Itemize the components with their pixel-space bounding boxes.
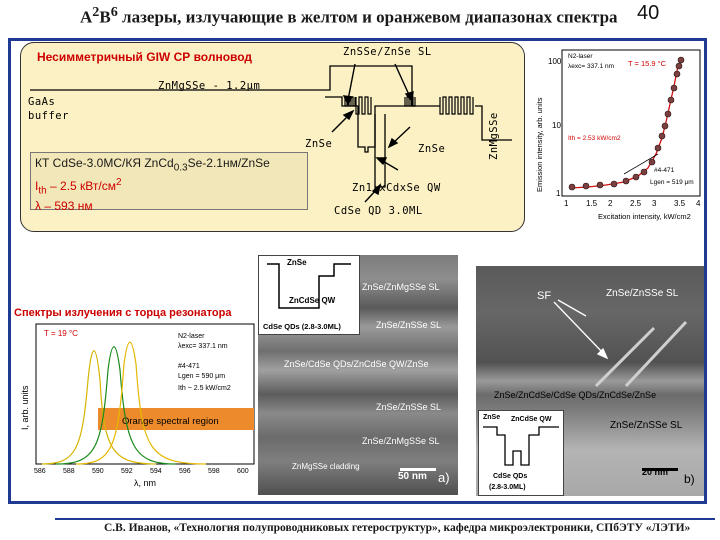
spectra-sample: #4-471: [178, 363, 200, 370]
threshold-y-ticks: [548, 57, 562, 198]
tem-a-panel-label: a): [438, 470, 450, 485]
threshold-sample: #4-471: [654, 167, 675, 174]
threshold-point: [649, 159, 655, 165]
tem-b-layer-mid: ZnSe/ZnCdSe/CdSe QDs/ZnCdSe/ZnSe: [494, 390, 657, 400]
threshold-point: [611, 181, 617, 187]
spectra-legend-laser: N2-laser: [178, 333, 205, 340]
slide-number: 40: [637, 2, 660, 24]
threshold-xtick: 3.5: [674, 199, 686, 208]
laser-parameters: [30, 152, 308, 213]
threshold-point: [659, 133, 665, 139]
threshold-chart: [528, 44, 704, 230]
tem-a-layer-3: ZnSe/CdSe QDs/ZnCdSe QW/ZnSe: [284, 359, 429, 369]
tem-a-inset: [258, 255, 360, 335]
threshold-point: [583, 183, 589, 189]
waveguide-heading: Несимметричный GIW СР волновод: [37, 50, 253, 64]
tem-a-layer-6: ZnMgSSe cladding: [292, 462, 360, 471]
spectra-ylabel: I, arb. units: [20, 385, 30, 430]
tem-a-inset-diagram: [259, 256, 359, 316]
threshold-x-ticks: [564, 199, 701, 208]
param-structure: КТ CdSe-3.0МС/КЯ ZnCd$_{0.3}$Se-2.1нм/ZnSe: [35, 156, 270, 174]
superlattice-far-right: [440, 97, 473, 114]
threshold-point: [597, 182, 603, 188]
threshold-legend-lambda: λexc= 337.1 nm: [568, 63, 615, 70]
znse-left-label: ZnSe: [305, 138, 333, 150]
tem-b-inset: [478, 410, 564, 496]
tem-b-inset-znse: ZnSe: [483, 414, 501, 421]
tem-b-scale: 20 nm: [642, 467, 669, 477]
threshold-point: [569, 184, 575, 190]
threshold-point: [668, 97, 674, 103]
tem-b-layer-bottom: ZnSe/ZnSSe SL: [610, 420, 683, 431]
threshold-xtick: 1: [564, 199, 569, 208]
threshold-xlabel: Excitation intensity, kW/cm2: [598, 212, 691, 221]
tem-b-inset-ml: (2.8-3.0ML): [489, 484, 526, 491]
spectra-ith: Ith ~ 2.5 kW/cm2: [178, 385, 231, 392]
threshold-point: [655, 145, 661, 151]
threshold-xtick: 2: [608, 199, 613, 208]
znmgsse-left-label: ZnMgSSe - 1.2μm: [158, 80, 261, 92]
tem-a-inset-qd: CdSe QDs (2.8-3.0ML): [263, 322, 341, 331]
threshold-point: [665, 111, 671, 117]
threshold-ytick-10: 10: [552, 121, 561, 130]
gaas-label-2: buffer: [28, 110, 69, 122]
spectra-xtick: 592: [121, 468, 133, 475]
param-wavelength: λ – 593 нм: [35, 198, 93, 213]
spectra-lgen: Lgen = 590 μm: [178, 373, 226, 380]
threshold-ith-label: Ith = 2.53 kW/cm2: [568, 135, 621, 142]
threshold-point: [678, 57, 684, 63]
gaas-label-1: GaAs: [28, 96, 56, 108]
threshold-xtick: 3: [652, 199, 657, 208]
spectra-xtick: 590: [92, 468, 104, 475]
threshold-ylabel: Emission intensity, arb. units: [535, 97, 544, 192]
threshold-point: [676, 63, 682, 69]
spectra-xlabel: λ, nm: [134, 478, 157, 488]
spectra-temperature: T = 19 °C: [44, 329, 78, 338]
spectra-xtick: 596: [179, 468, 191, 475]
threshold-point: [623, 178, 629, 184]
threshold-point: [662, 123, 668, 129]
tem-a-layer-1: ZnSe/ZnMgSSe SL: [362, 282, 440, 292]
slide-title: $A^2B^6$ лазеры, излучающие в желтом и оранжевом диапазонах спектра: [80, 4, 618, 27]
threshold-temperature: T = 15.9 °C: [628, 59, 667, 68]
qd-trench: [375, 114, 385, 187]
tem-b-inset-qd: CdSe QDs: [493, 473, 528, 480]
tem-a-layer-4: ZnSe/ZnSSe SL: [376, 402, 442, 412]
tem-a-layer-2: ZnSe/ZnSSe SL: [376, 320, 442, 330]
tem-a-inset-qw: ZnCdSe QW: [289, 296, 336, 305]
tem-a-layer-5: ZnSe/ZnMgSSe SL: [362, 436, 440, 446]
spectra-xtick: 594: [150, 468, 162, 475]
threshold-legend-laser: N2-laser: [568, 53, 593, 60]
qw-label: Zn1-xCdxSe QW: [352, 182, 441, 194]
spectra-xtick: 600: [237, 468, 249, 475]
threshold-ytick-100: 100: [548, 57, 562, 66]
spectra-x-ticks: [34, 468, 249, 475]
threshold-xtick: 4: [696, 199, 701, 208]
param-threshold: $I_{th} - 2.5$ кВт/$см^2$: [35, 177, 122, 197]
spectra-legend-lambda: λexc= 337.1 nm: [178, 343, 228, 350]
qd-label: CdSe QD 3.0ML: [334, 205, 423, 217]
spectra-xtick: 588: [63, 468, 75, 475]
threshold-point: [674, 71, 680, 77]
footer-divider: [55, 518, 715, 520]
tem-b-layer-top: ZnSe/ZnSSe SL: [606, 288, 679, 299]
znsse-sl-label: ZnSSe/ZnSe SL: [343, 46, 432, 58]
spectra-xtick: 586: [34, 468, 46, 475]
tem-b-sf: SF: [537, 290, 552, 302]
znmgsse-right-label: ZnMgSSe: [488, 112, 500, 160]
spectra-xtick: 598: [208, 468, 220, 475]
threshold-point: [633, 174, 639, 180]
tem-b-panel-label: b): [684, 472, 695, 486]
threshold-point: [641, 169, 647, 175]
tem-a-inset-znse: ZnSe: [287, 258, 307, 267]
qw-profile: [325, 97, 415, 152]
orange-region-label: Orange spectral region: [122, 416, 219, 427]
threshold-xtick: 1.5: [586, 199, 598, 208]
znse-right-label: ZnSe: [418, 143, 446, 155]
threshold-xtick: 2.5: [630, 199, 642, 208]
spectra-caption: Спектры излучения с торца резонатора: [14, 307, 232, 319]
threshold-point: [671, 85, 677, 91]
slide-footer: С.В. Иванов, «Технология полупроводниковых гетероструктур», кафедра микроэлектроники, СПбЭТУ «ЛЭТИ»: [104, 522, 691, 534]
tem-a-scale: 50 nm: [398, 471, 427, 482]
tem-b-inset-qw: ZnCdSe QW: [511, 416, 552, 423]
threshold-ytick-1: 1: [556, 189, 561, 198]
spectra-chart: [16, 320, 258, 492]
threshold-lgen: Lgen = 519 μm: [650, 179, 694, 186]
